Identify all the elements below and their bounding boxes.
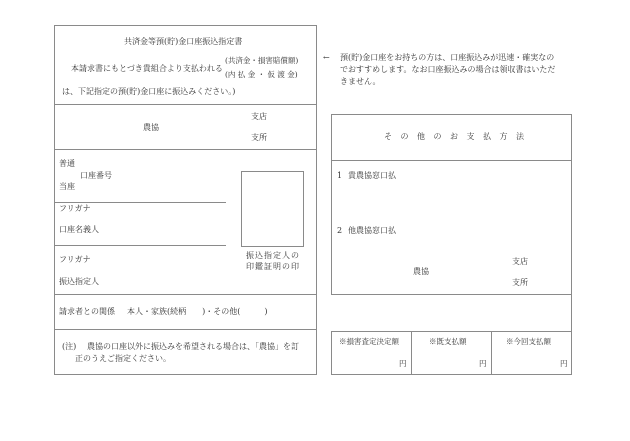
intro-paren-payment-type: (内 払 金 ・ 仮 渡 金) (225, 70, 298, 79)
divider (54, 329, 317, 330)
arrow-icon: ← (323, 53, 330, 62)
seal-caption-line1: 振込指定人の (246, 251, 300, 260)
account-type-current[interactable]: 当座 (59, 182, 75, 191)
amounts-col-divider (491, 331, 492, 375)
account-number-label: 口座番号 (80, 171, 112, 180)
bank-branch-label: 支店 (251, 112, 267, 121)
divider (54, 245, 226, 246)
other-nokyo-field[interactable]: 農協 (413, 267, 429, 276)
intro-text-line1: 本請求書にもとづき貴組合より支払われる (71, 64, 223, 73)
seal-box[interactable] (241, 171, 304, 247)
notice-line1: 預(貯)金口座をお持ちの方は、口座振込みが迅速・確実なの (340, 53, 555, 62)
other-office-label: 支所 (512, 278, 528, 287)
other-payment-left-border (331, 114, 332, 294)
notice-line3: きません。 (340, 77, 381, 86)
note-line2: 正のうえご指定ください。 (75, 354, 171, 363)
other-payment-bottom-border (331, 294, 572, 295)
divider (54, 202, 226, 203)
account-holder-label: 口座名義人 (59, 225, 99, 234)
current-amount-unit[interactable]: 円 (560, 359, 568, 368)
bank-nokyo-field[interactable]: 農協 (143, 123, 159, 132)
other-payment-top-border (331, 114, 572, 115)
assessed-amount-unit[interactable]: 円 (399, 359, 407, 368)
divider (54, 104, 317, 105)
divider (331, 160, 572, 161)
note-line1: 農協の口座以外に振込みを希望される場合は、「農協」を訂 (87, 342, 299, 351)
intro-text-line2: は、下記指定の預(貯)金口座に振込みください。) (62, 87, 236, 96)
amounts-col-divider (411, 331, 412, 375)
relation-label: 請求者との関係 (59, 307, 115, 316)
option1-number: 1 (337, 171, 343, 180)
account-type-ordinary[interactable]: 普通 (59, 159, 75, 168)
form-title: 共済金等預(貯)金口座振込指定書 (124, 37, 243, 46)
intro-paren-claim-type: (共済金・損害賠償額) (225, 56, 299, 65)
designee-furigana-label: フリガナ (59, 255, 91, 264)
option1-own-nokyo-counter[interactable]: 貴農協窓口払 (348, 171, 396, 180)
other-branch-label: 支店 (512, 257, 528, 266)
current-amount-header: ※今回支払額 (506, 337, 551, 346)
note-prefix: (注) (62, 342, 77, 351)
holder-furigana-label: フリガナ (59, 204, 91, 213)
assessed-amount-header: ※損害査定決定額 (339, 337, 399, 346)
option2-number: 2 (337, 226, 343, 235)
seal-caption-line2: 印鑑証明の印 (246, 262, 300, 271)
paid-amount-header: ※既支払額 (429, 337, 467, 346)
paid-amount-unit[interactable]: 円 (479, 359, 487, 368)
bank-office-label: 支所 (251, 133, 267, 142)
designee-label: 振込指定人 (59, 277, 99, 286)
other-payment-header: その他のお支払方法 (384, 132, 533, 141)
notice-line2: でおすすめします。なお口座振込みの場合は領収書はいただ (340, 65, 556, 74)
option2-other-nokyo-counter[interactable]: 他農協窓口払 (348, 226, 396, 235)
divider (54, 294, 317, 295)
divider (54, 149, 317, 150)
relation-options[interactable]: 本人・家族(続柄 )・その他( ) (127, 307, 268, 316)
